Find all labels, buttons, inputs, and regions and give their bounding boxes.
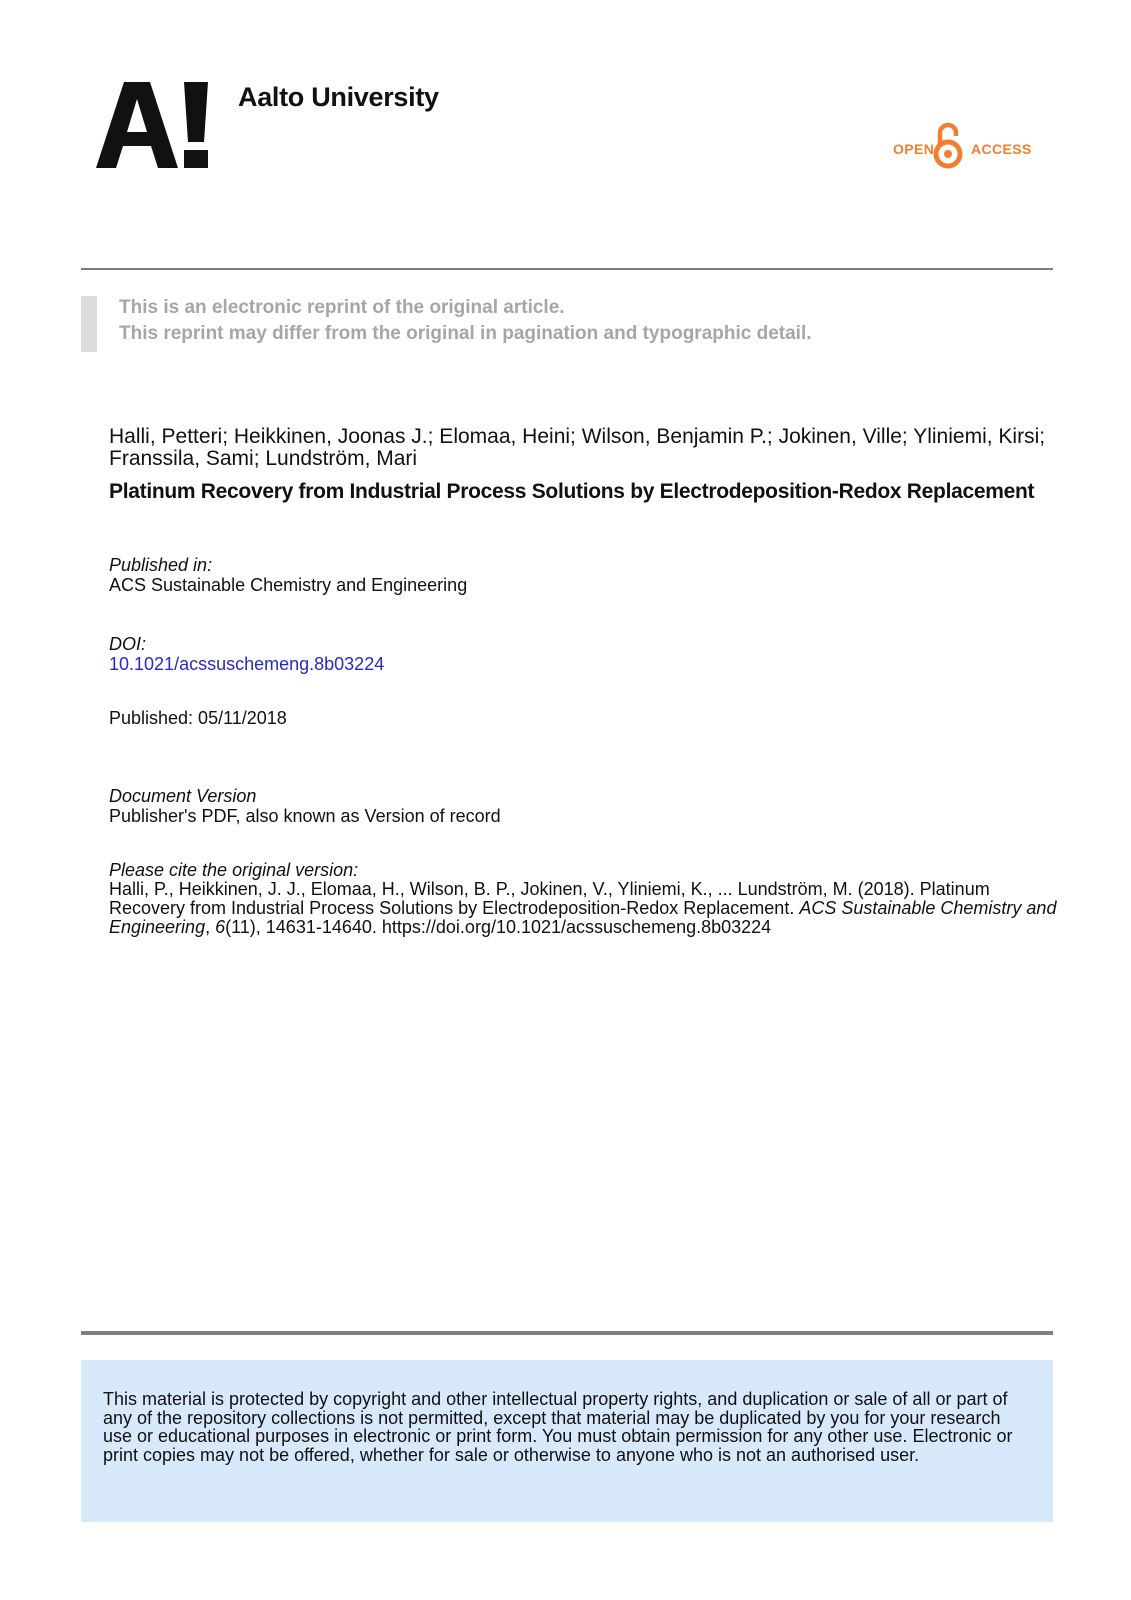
bottom-divider: [81, 1331, 1053, 1335]
published-in-label: Published in:: [109, 555, 213, 575]
published-in-value: ACS Sustainable Chemistry and Engineering: [109, 575, 468, 595]
doi-section: [109, 634, 1069, 674]
article-title: Platinum Recovery from Industrial Process Solutions by Electrodeposition-Redox Replacement: [109, 480, 1035, 503]
university-name: Aalto University: [238, 82, 439, 112]
document-version-label: Document Version: [109, 786, 257, 806]
copyright-notice-box: [81, 1360, 1053, 1522]
top-divider: [81, 268, 1053, 270]
document-version-value: Publisher's PDF, also known as Version of record: [109, 806, 501, 826]
reprint-notice-bar: [81, 296, 97, 352]
doi-label: DOI:: [109, 634, 147, 654]
copyright-notice-text: This material is protected by copyright and other intellectual property rights, and duplication or sale of all or part of any of the repository collections is not permitted, except that material may be duplicated by you for your research use or educational purposes in electronic or print form. You must obtain permission for any other use. Electronic or print copies may not be offered, whether for sale or otherwise to anyone who is not an authorised user.: [103, 1389, 1013, 1465]
open-lock-icon: [933, 122, 963, 172]
citation: [109, 880, 1069, 937]
published-date: Published: 05/11/2018: [109, 708, 287, 728]
open-access-badge: [893, 122, 1033, 170]
authors: Halli, Petteri; Heikkinen, Joonas J.; Elomaa, Heini; Wilson, Benjamin P.; Jokinen, Ville; Yliniemi, Kirsi; Franssila, Sami; Lundström, Mari: [109, 425, 1046, 470]
citation-volume: 6: [215, 917, 226, 937]
citation-rest: (11), 14631-14640. https://doi.org/10.1021/acssuschemeng.8b03224: [225, 917, 772, 937]
aalto-logo-mark: [96, 82, 216, 172]
citation-lead: Halli, P., Heikkinen, J. J., Elomaa, H., Wilson, B. P., Jokinen, V., Yliniemi, K., ... Lundström, M. (2018). Platinum Recovery from Industrial Process Solutions by Electrodeposition-Redox Replacement.: [109, 879, 990, 918]
reprint-notice-line-1: This is an electronic reprint of the original article.: [119, 297, 565, 318]
published-in-section: [109, 555, 1069, 595]
reprint-notice-line-2: This reprint may differ from the original in pagination and typographic detail.: [119, 323, 812, 344]
open-access-open-label: OPEN: [893, 141, 935, 157]
open-access-access-label: ACCESS: [971, 141, 1032, 157]
cite-label: Please cite the original version:: [109, 860, 359, 880]
document-version-section: [109, 786, 1069, 826]
doi-link[interactable]: 10.1021/acssuschemeng.8b03224: [109, 654, 385, 674]
citation-journal: ACS Sustainable Chemistry and Engineering: [109, 898, 1057, 937]
citation-separator: ,: [205, 917, 216, 937]
